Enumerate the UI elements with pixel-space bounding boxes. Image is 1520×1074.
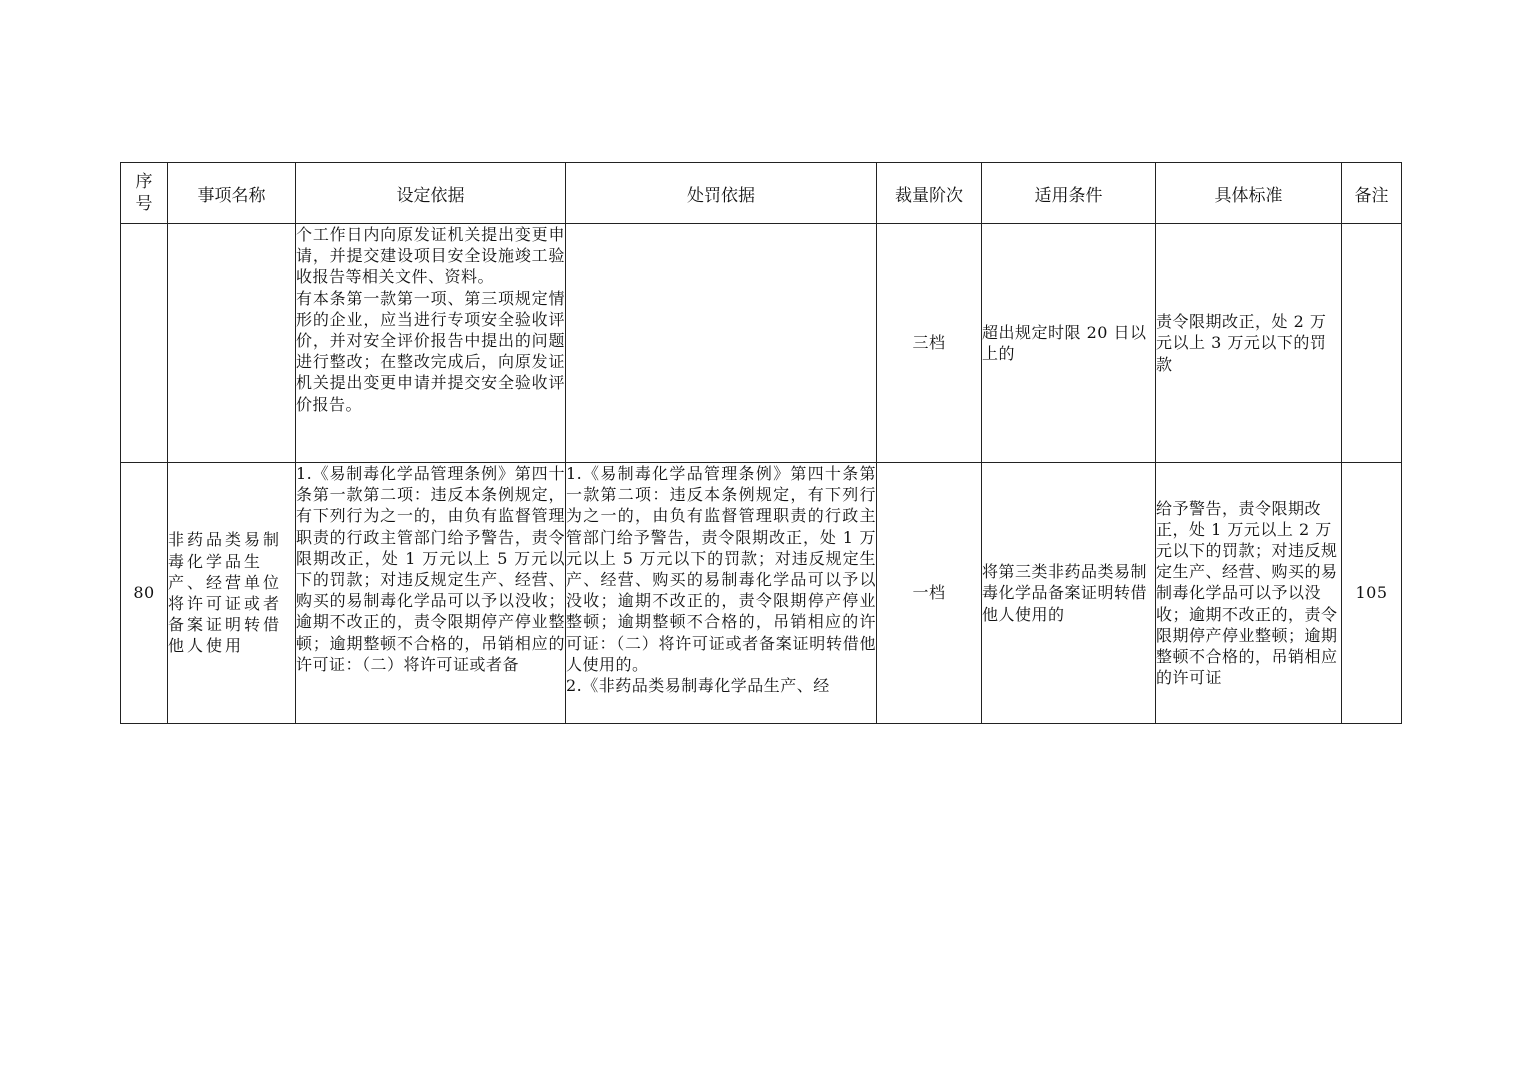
row-standard: 给予警告，责令限期改正，处 1 万元以上 2 万元以下的罚款；对违反规定生产、经营、购买的易制毒化学品可以予以没收；逾期不改正的，责令限期停产停业整顿；逾期整顿不合格的，吊销相应的许可证 — [1156, 463, 1342, 724]
row-condition: 将第三类非药品类易制毒化学品备案证明转借他人使用的 — [982, 463, 1156, 724]
row-basis-penalty — [566, 463, 877, 724]
header-basis-set: 设定依据 — [296, 163, 566, 224]
row-name — [168, 224, 296, 463]
basis-penalty-paragraph: 2.《非药品类易制毒化学品生产、经 — [566, 676, 830, 696]
header-row — [121, 163, 1402, 224]
row-name: 非药品类易制毒化学品生产、经营单位将许可证或者备案证明转借他人使用 — [168, 463, 296, 724]
row-remark — [1342, 224, 1402, 463]
row-basis-penalty — [566, 224, 877, 463]
header-remark: 备注 — [1342, 163, 1402, 224]
row-basis-set — [296, 463, 566, 724]
basis-set-paragraph: 有本条第一款第一项、第三项规定情形的企业，应当进行专项安全验收评价，并对安全评价报告中提出的问题进行整改；在整改完成后，向原发证机关提出变更申请并提交安全验收评价报告。 — [296, 288, 565, 414]
table-row — [121, 224, 1402, 463]
row-standard: 责令限期改正，处 2 万元以上 3 万元以下的罚款 — [1156, 224, 1342, 463]
penalty-discretion-table — [120, 162, 1402, 724]
row-seq — [121, 224, 168, 463]
table-row — [121, 463, 1402, 724]
basis-penalty-paragraph: 1.《易制毒化学品管理条例》第四十条第一款第二项：违反本条例规定，有下列行为之一的，由负有监督管理职责的行政主管部门给予警告，责令限期改正，处 1 万元以上 5 万元以下的罚款；对违反规定生产、经营、购买的易制毒化学品可以予以没收；逾期不改正的，责令限期停产停业整顿；逾期整顿不合格的，吊销相应的许可证：（二）将许可证或者备案证明转借他人使用的。 — [566, 464, 876, 674]
row-condition: 超出规定时限 20 日以上的 — [982, 224, 1156, 463]
header-name: 事项名称 — [168, 163, 296, 224]
row-level: 一档 — [877, 463, 982, 724]
basis-set-text: 1.《易制毒化学品管理条例》第四十条第一款第二项：违反本条例规定，有下列行为之一的，由负有监督管理职责的行政主管部门给予警告，责令限期改正，处 1 万元以上 5 万元以下的罚款；对违反规定生产、经营、购买的易制毒化学品可以予以没收；逾期不改正的，责令限期停产停业整顿；逾期整顿不合格的，吊销相应的许可证：（二）将许可证或者备 — [296, 464, 565, 674]
header-basis-penalty: 处罚依据 — [566, 163, 877, 224]
header-seq: 序号 — [121, 163, 168, 224]
row-seq: 80 — [121, 463, 168, 724]
row-remark: 105 — [1342, 463, 1402, 724]
row-basis-set — [296, 224, 566, 463]
basis-set-paragraph: 个工作日内向原发证机关提出变更申请，并提交建设项目安全设施竣工验收报告等相关文件、资料。 — [296, 225, 565, 287]
header-standard: 具体标准 — [1156, 163, 1342, 224]
header-condition: 适用条件 — [982, 163, 1156, 224]
header-level: 裁量阶次 — [877, 163, 982, 224]
row-level: 三档 — [877, 224, 982, 463]
